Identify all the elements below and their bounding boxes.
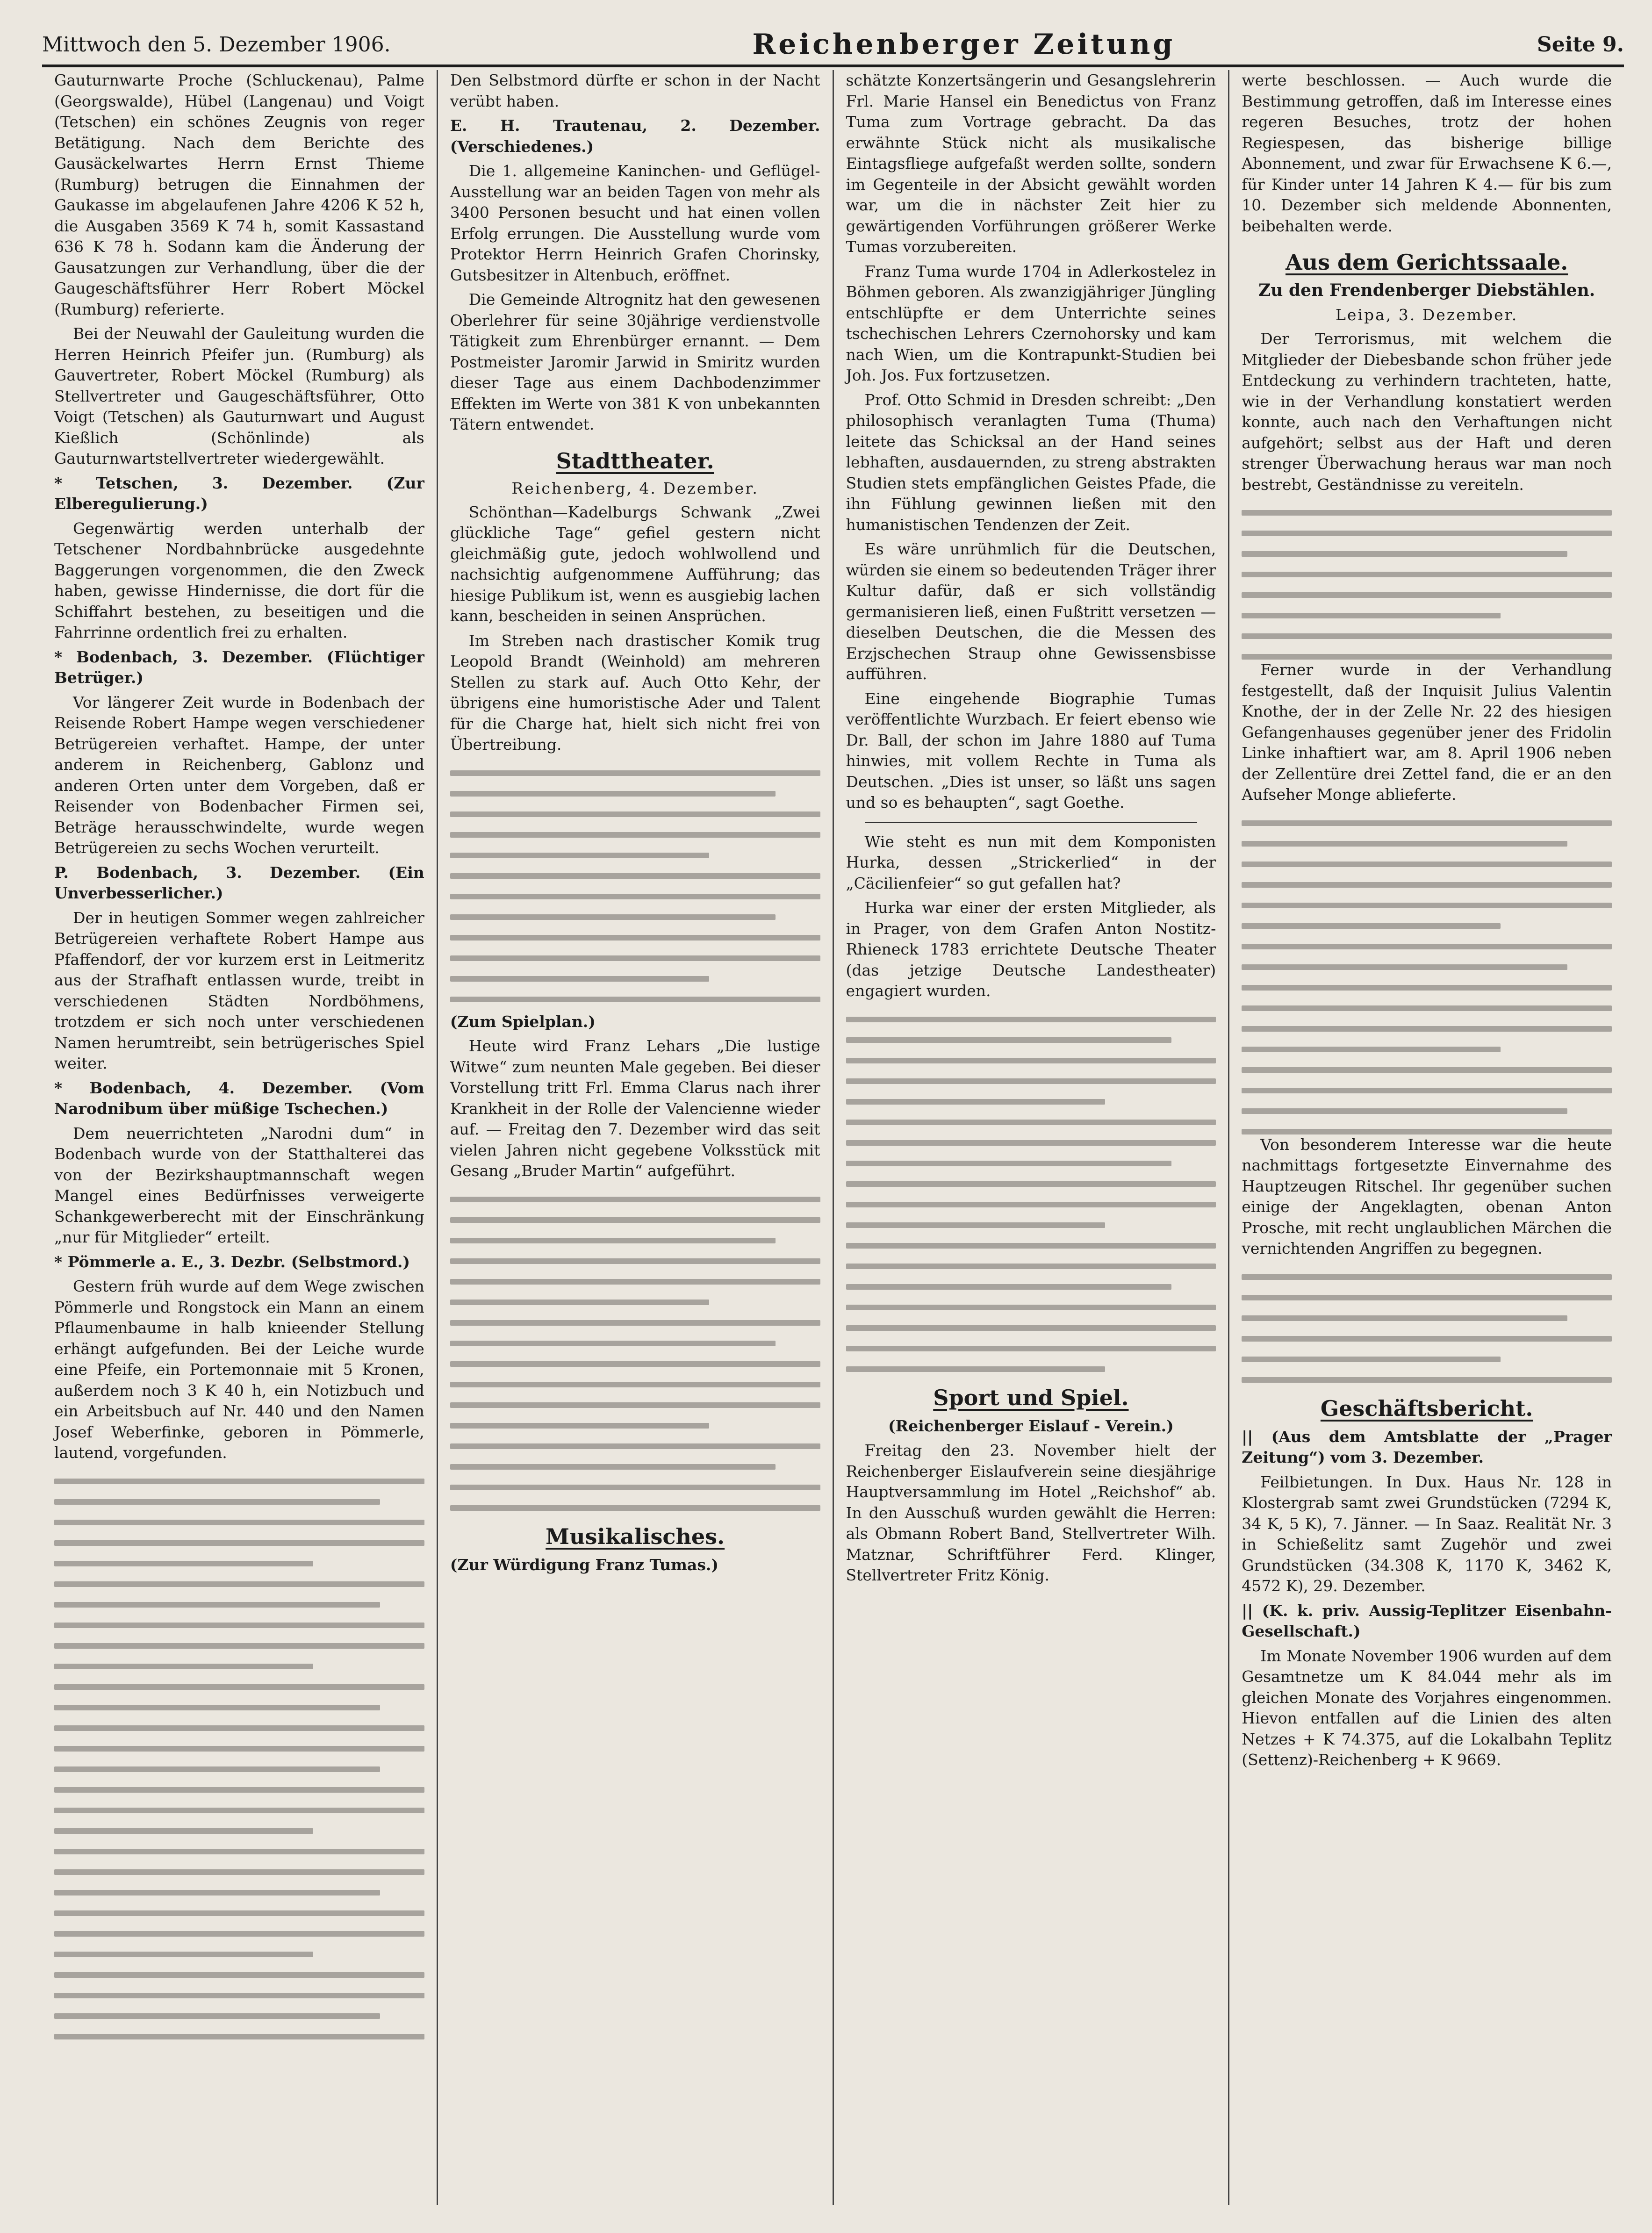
article-paragraph: Von besonderem Interesse war die heute nachmittags fortgesetzte Einvernahme des Hauptzeugen Ritschel. Ihr gegenüber suchen einige der Angeklagten, obenan Anton Prosche, mit recht unglaublichen Märchen die vernichtenden Angriffen zu begegnen. [1242, 1135, 1612, 1257]
section-heading-court: Aus dem Gerichtssaale. [1285, 250, 1568, 275]
article-paragraph: Prof. Otto Schmid in Dresden schreibt: „Den philosophisch veranlagten Tuma (Thuma) leitete das Schicksal an der Hand seines lebhaften, ausdauernden, zu streng abstrakten Studien stets empfänglichen Geistes Pfade, die ihn Fühlung gewinnen ließen mit den humanistischen Tendenzen der Zeit. [846, 390, 1216, 534]
article-heading: P. Bodenbach, 3. Dezember. (Ein Unverbesserlicher.) [54, 863, 424, 902]
article-paragraph: Hurka war einer der ersten Mitglieder, als in Prager, von dem Grafen Anton Nostitz-Rhieneck 1783 errichtete Deutsche Theater (das jetzige Deutsche Landestheater) engagiert wurden. [846, 898, 1216, 1000]
article-paragraph: Es wäre unrühmlich für die Deutschen, würden sie einem so bedeutenden Träger ihrer Kultur dafür, daß er sich vollständig germanisieren ließ, einen Fußtritt versetzen — dieselben Deutschen, die die Messen des Erzjschechen Straup ohne Gewissensbisse aufführen. [846, 540, 1216, 683]
article-heading: * Tetschen, 3. Dezember. (Zur Elberegulierung.) [54, 474, 424, 513]
article-paragraph: Feilbietungen. In Dux. Haus Nr. 128 in Klostergrab samt zwei Grundstücken (7294 K, 34 K, 5 K), 7. Jänner. — In Saaz. Realität Nr. 3 in Schießelitz samt Zugehör und zwei Grundstücken (34.308 K, 1170 K, 3462 K, 4572 K), 29. Dezember. [1242, 1472, 1612, 1595]
text-lines-placeholder [1242, 1274, 1612, 1383]
article-columns [42, 70, 1624, 2205]
article-paragraph: Schönthan—Kadelburgs Schwank „Zwei glückliche Tage“ gefiel gestern nicht gleichmäßig gute, jedoch wohlwollend und nachsichtig aufgenommene Aufführung; das hiesige Publikum ist, wenn es ausgiebig lachen kann, bescheiden in seinen Ansprüchen. [450, 503, 820, 625]
column-3 [834, 70, 1230, 2205]
article-paragraph: Der Terrorismus, mit welchem die Mitglieder der Diebesbande schon früher jede Entdeckung zu verhindern trachteten, hatte, wie in der Verhandlung konstatiert werden konnte, auch nach den Verhaftungen nicht aufgehört; selbst aus der Haft und deren strenger Überwachung heraus war man noch bestrebt, Geständnisse zu vereiteln. [1242, 330, 1612, 494]
article-paragraph: Der in heutigen Sommer wegen zahlreicher Betrügereien verhaftete Robert Hampe aus Pfaffendorf, der vor kurzem erst in Leitmeritz aus der Strafhaft entlassen wurde, treibt in verschiedenen Städten Nordböhmens, trotzdem er sich noch unter verschiedenen Namen herumtreibt, sein betrügerisches Spiel weiter. [54, 908, 424, 1072]
separator [865, 822, 1198, 823]
article-heading: * Bodenbach, 3. Dezember. (Flüchtiger Betrüger.) [54, 647, 424, 687]
text-lines-placeholder [846, 1017, 1216, 1372]
text-lines-placeholder [1242, 820, 1612, 1134]
article-paragraph: Dem neuerrichteten „Narodni dum“ in Bodenbach wurde von der Statthalterei das von der Bezirkshauptmannschaft wegen Mangel eines Bedürfnisses verweigerte Schankgewerberecht mit der Einschränkung „nur für Mitglieder“ erteilt. [54, 1124, 424, 1246]
article-heading: (Zur Würdigung Franz Tumas.) [450, 1555, 718, 1574]
article-heading: || (Aus dem Amtsblatte der „Prager Zeitung“) vom 3. Dezember. [1242, 1427, 1612, 1466]
section-heading-business: Geschäftsbericht. [1320, 1395, 1533, 1421]
page-header [42, 28, 1624, 67]
article-paragraph: Den Selbstmord dürfte er schon in der Nacht verübt haben. [450, 71, 820, 110]
article-paragraph: Die 1. allgemeine Kaninchen- und Geflügel-Ausstellung war an beiden Tagen von mehr als 3400 Personen besucht und hat einen vollen Erfolg errungen. Die Ausstellung wurde vom Protektor Herrn Heinrich Grafen Chorinsky, Gutsbesitzer in Altenbuch, eröffnet. [450, 162, 820, 284]
article-paragraph: Bei der Neuwahl der Gauleitung wurden die Herren Heinrich Pfeifer jun. (Rumburg) als Gauvertreter, Robert Möckel (Rumburg) als Stellvertreter und Gaugeschäftsführer, Otto Voigt (Tetschen) als Gauturnwart und August Kießlich (Schönlinde) als Gauturnwartstellvertreter wiedergewählt. [54, 324, 424, 467]
article-paragraph: Heute wird Franz Lehars „Die lustige Witwe“ zum neunten Male gegeben. Bei dieser Vorstellung tritt Frl. Emma Clarus nach ihrer Krankheit in der Rolle der Valencienne wieder auf. — Freitag den 7. Dezember wird das seit vielen Jahren nicht gegebene Volksstück mit Gesang „Bruder Martin“ aufgeführt. [450, 1037, 820, 1180]
article-paragraph: Vor längerer Zeit wurde in Bodenbach der Reisende Robert Hampe wegen verschiedener Betrügereien verhaftet. Hampe, der unter anderem in Reichenberg, Gablonz und anderen Orten unter dem Vorgeben, daß er Reisender von Bodenbacher Firmen sei, Beträge herausschwindelte, wurde wegen Betrügereien zu sechs Wochen verurteilt. [54, 693, 424, 857]
article-paragraph: Eine eingehende Biographie Tumas veröffentlichte Wurzbach. Er feiert ebenso wie Dr. Ball, der schon im Jahre 1880 auf Tuma hinwies, mit vollem Rechte in Tuma als Deutschen. „Dies ist unser, so läßt uns sagen und so es behaupten“, sagt Goethe. [846, 689, 1216, 811]
text-lines-placeholder [450, 1197, 820, 1511]
dateline: Leipa, 3. Dezember. [1336, 306, 1518, 324]
text-lines-placeholder [1242, 510, 1612, 660]
subheading: Zu den Frendenberger Diebstählen. [1258, 280, 1595, 300]
section-heading-music: Musikalisches. [546, 1523, 725, 1549]
article-heading: (Zum Spielplan.) [450, 1012, 596, 1031]
article-paragraph: Wie steht es nun mit dem Komponisten Hurka, dessen „Strickerlied“ in der „Cäcilienfeier“ so gut gefallen hat? [846, 832, 1216, 892]
article-heading: (Reichenberger Eislauf - Verein.) [888, 1416, 1174, 1435]
article-paragraph: Gestern früh wurde auf dem Wege zwischen Pömmerle und Rongstock ein Mann an einem Pflaumenbaume in halb knieender Stellung erhängt aufgefunden. Bei der Leiche wurde eine Pfeife, ein Portemonnaie mit 5 Kronen, außerdem noch 3 K 40 h, ein Notizbuch und ein Arbeitsbuch auf Nr. 440 und den Namen Josef Weberfinke, geboren in Pömmerle, lautend, vorgefunden. [54, 1277, 424, 1462]
article-paragraph: schätzte Konzertsängerin und Gesangslehrerin Frl. Marie Hansel ein Benedictus von Franz Tuma zum Vortrage gebracht. Da das erwähnte Stück nicht als musikalische Eintagsfliege aufgefaßt werden sollte, sondern im Gegenteile in der Absicht gewählt worden war, um die in nächster Zeit hier zu gewärtigenden Vorführungen größerer Werke Tumas vorzubereiten. [846, 71, 1216, 256]
article-paragraph: Ferner wurde in der Verhandlung festgestellt, daß der Inquisit Julius Valentin Knothe, der in der Zelle Nr. 22 des hiesigen Gefangenhauses gegenüber jener des Fridolin Linke inhaftiert war, am 8. April 1906 neben der Zellentüre drei Zettel fand, die er an den Aufseher Monge ablieferte. [1242, 661, 1612, 804]
section-heading-sport: Sport und Spiel. [933, 1385, 1129, 1410]
article-paragraph: Freitag den 23. November hielt der Reichenberger Eislaufverein seine diesjährige Hauptversammlung im Hotel „Reichshof“ ab. In den Ausschuß wurden gewählt die Herren: als Obmann Robert Band, Stellvertreter Wilh. Matznar, Schriftführer Ferd. Klinger, Stellvertreter Fritz König. [846, 1441, 1216, 1584]
article-heading: * Pömmerle a. E., 3. Dezbr. (Selbstmord.) [54, 1252, 410, 1271]
article-paragraph: werte beschlossen. — Auch wurde die Bestimmung getroffen, daß im Interesse eines regeren Besuches, trotz der hohen Regiespesen, das bisherige billige Abonnement, und zwar für Erwachsene K 6.—, für Kinder unter 14 Jahren K 4.— für bis zum 10. Dezember sich meldende Abonnenten, beibehalten werde. [1242, 71, 1612, 235]
text-lines-placeholder [54, 1479, 424, 2039]
column-4 [1229, 70, 1624, 2205]
issue-date: Mittwoch den 5. Dezember 1906. [42, 32, 391, 57]
article-paragraph: Im Monate November 1906 wurden auf dem Gesamtnetze um K 84.044 mehr als im gleichen Monate des Vorjahres eingenommen. Hievon entfallen auf die Linien des alten Netzes + K 74.375, auf die Lokalbahn Teplitz (Settenz)-Reichenberg + K 9669. [1242, 1646, 1612, 1769]
article-paragraph: Die Gemeinde Altrognitz hat den gewesenen Oberlehrer für seine 30jährige verdienstvolle Tätigkeit zum Ehrenbürger ernannt. — Dem Postmeister Jaromir Jarwid in Smiritz wurden dieser Tage aus einem Dachbodenzimmer Effekten im Werte von 381 K von unbekannten Tätern entwendet. [450, 290, 820, 433]
article-paragraph: Gegenwärtig werden unterhalb der Tetschener Nordbahnbrücke ausgedehnte Baggerungen vorgenommen, die den Zweck haben, gewisse Hindernisse, die dort für die Schiffahrt bestehen, zu beseitigen und die Fahrrinne ordentlich frei zu erhalten. [54, 519, 424, 641]
text-lines-placeholder [450, 770, 820, 1002]
section-heading-theater: Stadttheater. [556, 448, 714, 474]
page-number: Seite 9. [1537, 32, 1624, 57]
column-2 [438, 70, 834, 2205]
column-1 [42, 70, 438, 2205]
article-heading: * Bodenbach, 4. Dezember. (Vom Narodnibum über müßige Tschechen.) [54, 1078, 424, 1118]
article-paragraph: Im Streben nach drastischer Komik trug Leopold Brandt (Weinhold) am mehreren Stellen zu stark auf. Auch Otto Kehr, der übrigens eine humoristische Ader und Talent für die Charge hat, hielt sich nicht frei von Übertreibung. [450, 631, 820, 754]
article-heading: E. H. Trautenau, 2. Dezember. (Verschiedenes.) [450, 116, 820, 156]
dateline: Reichenberg, 4. Dezember. [511, 479, 759, 497]
article-paragraph: Franz Tuma wurde 1704 in Adlerkostelez in Böhmen geboren. Als zwanzigjähriger Jüngling entschlüpfte er dem Unterrichte seines tschechischen Lehrers Czernohorsky und kam nach Wien, um die Kontrapunkt-Studien bei Joh. Jos. Fux fortzusetzen. [846, 262, 1216, 384]
article-paragraph: Gauturnwarte Proche (Schluckenau), Palme (Georgswalde), Hübel (Langenau) und Voigt (Tetschen) ein schönes Zeugnis von reger Betätigung. Nach dem Berichte des Gausäckelwartes Herrn Ernst Thieme (Rumburg) betrugen die Einnahmen der Gaukasse im abgelaufenen Jahre 4206 K 52 h, die Ausgaben 3569 K 74 h, somit Kassastand 636 K 78 h. Sodann kam die Änderung der Gausatzungen zur Verhandlung, über die der Gaugeschäftsführer Herr Robert Möckel (Rumburg) referierte. [54, 71, 424, 318]
newspaper-title: Reichenberger Zeitung [752, 28, 1176, 61]
article-heading: || (K. k. priv. Aussig-Teplitzer Eisenbahn-Gesellschaft.) [1242, 1601, 1612, 1640]
